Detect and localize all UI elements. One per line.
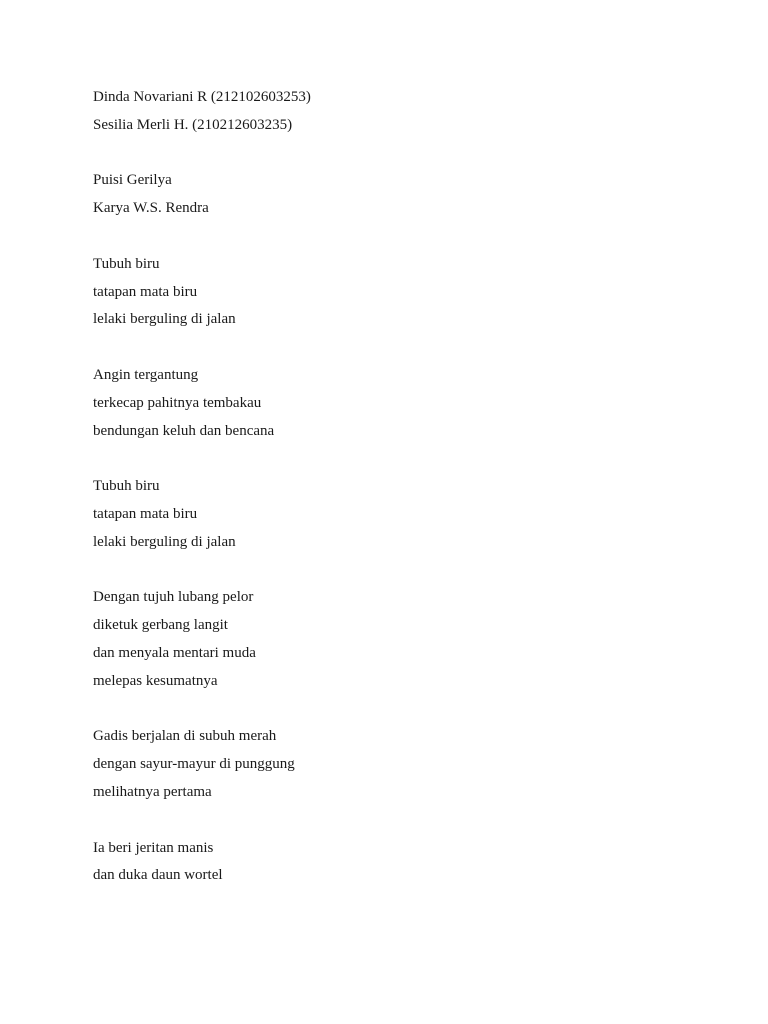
stanza-4-line-1: Dengan tujuh lubang pelor: [93, 589, 254, 606]
author-line-2: Sesilia Merli H. (210212603235): [93, 116, 293, 133]
document-text: [93, 84, 311, 890]
stanza-4-line-2: diketuk gerbang langit: [93, 617, 228, 634]
stanza-3-line-1: Tubuh biru: [93, 478, 160, 495]
poem-author: Karya W.S. Rendra: [93, 200, 209, 217]
stanza-4-line-4: melepas kesumatnya: [93, 672, 218, 689]
stanza-3-line-3: lelaki berguling di jalan: [93, 533, 236, 550]
stanza-1-line-1: Tubuh biru: [93, 255, 160, 272]
stanza-5-line-3: melihatnya pertama: [93, 783, 212, 800]
stanza-6-line-1: Ia beri jeritan manis: [93, 839, 214, 856]
stanza-5-line-1: Gadis berjalan di subuh merah: [93, 728, 277, 745]
stanza-2-line-1: Angin tergantung: [93, 366, 199, 383]
poem-title: Puisi Gerilya: [93, 172, 172, 189]
stanza-1-line-3: lelaki berguling di jalan: [93, 311, 236, 328]
stanza-2-line-3: bendungan keluh dan bencana: [93, 422, 275, 439]
author-line-1: Dinda Novariani R (212102603253): [93, 89, 311, 105]
stanza-6-line-2: dan duka daun wortel: [93, 867, 223, 884]
stanza-4-line-3: dan menyala mentari muda: [93, 644, 256, 661]
stanza-3-line-2: tatapan mata biru: [93, 505, 198, 522]
stanza-2-line-2: terkecap pahitnya tembakau: [93, 394, 262, 411]
stanza-1-line-2: tatapan mata biru: [93, 283, 198, 300]
stanza-5-line-2: dengan sayur-mayur di punggung: [93, 756, 295, 773]
